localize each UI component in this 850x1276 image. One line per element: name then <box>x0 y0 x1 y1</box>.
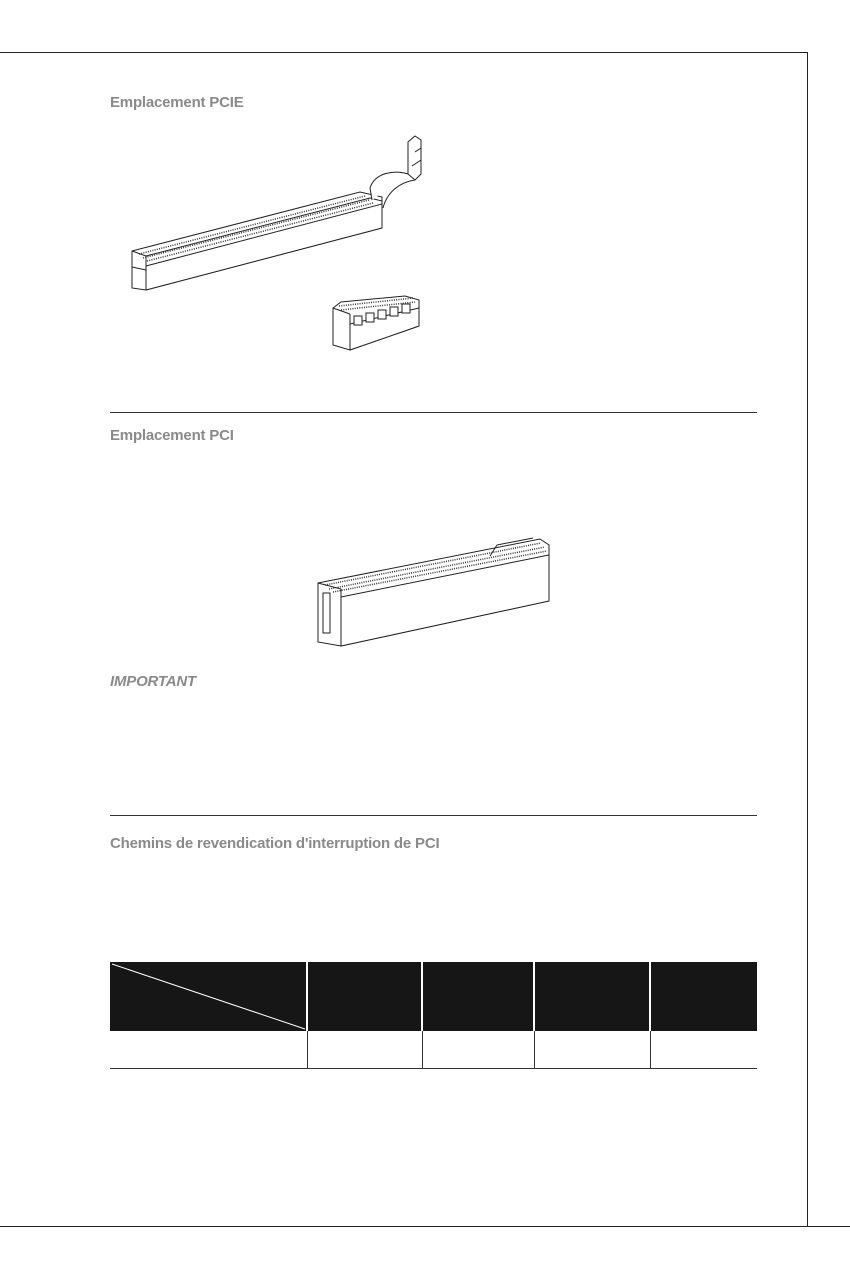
table-header-row <box>110 962 757 1031</box>
table-cell <box>534 1031 650 1069</box>
page-frame-top <box>0 52 808 53</box>
page-frame-bottom <box>0 1226 850 1227</box>
table-cell <box>650 1031 757 1069</box>
pci-heading: Emplacement PCI <box>110 427 234 444</box>
table-cell <box>110 1031 307 1069</box>
pcie-slot-illustration <box>125 130 435 365</box>
table-cell <box>307 1031 422 1069</box>
section-divider <box>110 412 757 413</box>
page-frame-right <box>807 52 808 1227</box>
table-row <box>110 1031 757 1069</box>
table-header-cell <box>534 962 650 1031</box>
table-header-cell <box>422 962 534 1031</box>
pci-slot-illustration <box>315 525 560 650</box>
pcie-heading: Emplacement PCIE <box>110 94 244 111</box>
corner-diagonal <box>110 962 307 1031</box>
table-header-cell <box>307 962 422 1031</box>
important-heading: IMPORTANT <box>110 673 196 690</box>
table-cell <box>422 1031 534 1069</box>
pci-slot-body <box>318 539 549 646</box>
irq-heading: Chemins de revendication d'interruption de PCI <box>110 835 440 852</box>
table-corner-cell <box>110 962 307 1031</box>
section-divider <box>110 815 757 816</box>
table-header-cell <box>650 962 757 1031</box>
irq-routing-table <box>110 962 757 1069</box>
pcie-x1-slot <box>333 296 419 350</box>
